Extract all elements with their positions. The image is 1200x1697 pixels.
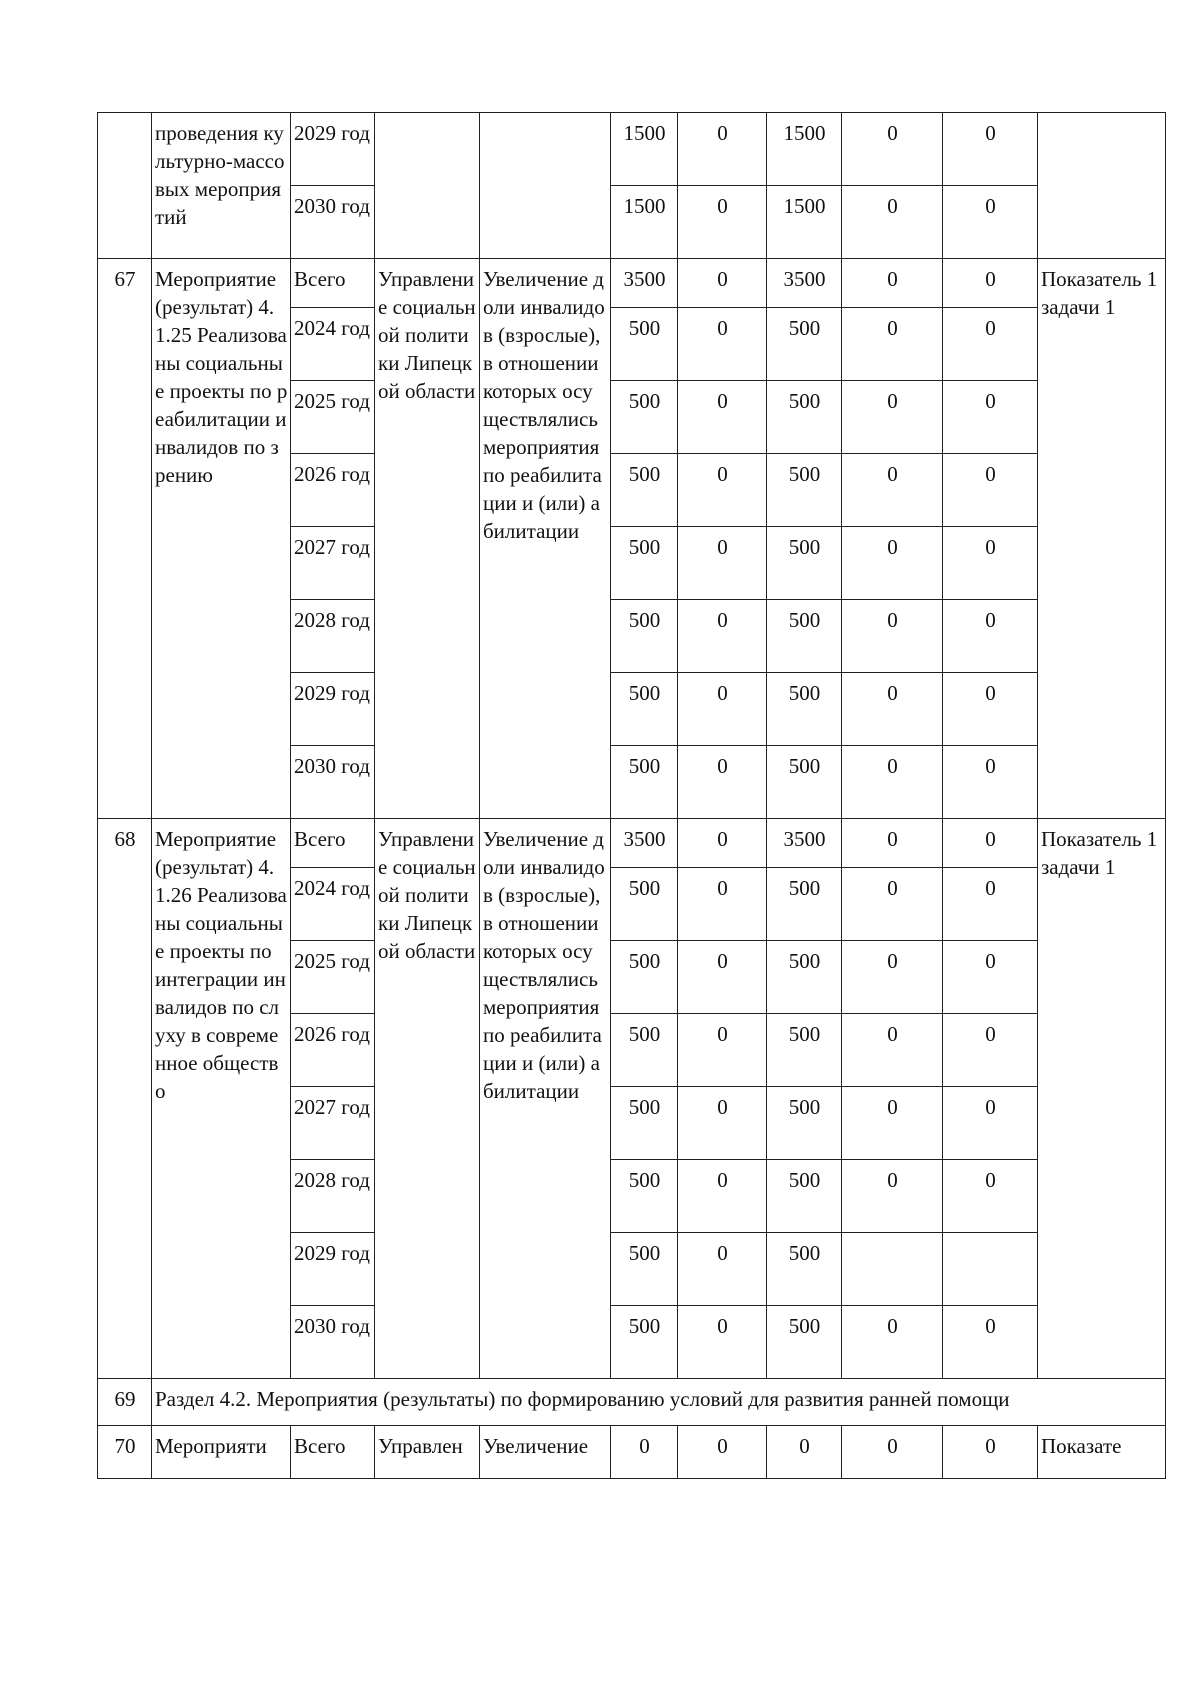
value-cell: 500 [767, 1306, 842, 1379]
value-cell: 0 [678, 941, 767, 1014]
value-cell: 0 [842, 259, 943, 308]
value-cell: 0 [842, 113, 943, 186]
value-cell: 500 [767, 1087, 842, 1160]
value-cell: 500 [767, 600, 842, 673]
value-cell: 0 [678, 308, 767, 381]
value-cell: 0 [842, 941, 943, 1014]
value-cell: 0 [842, 819, 943, 868]
value-cell: 500 [611, 941, 678, 1014]
value-cell: 500 [611, 1160, 678, 1233]
value-cell: 0 [678, 673, 767, 746]
measure-name: Мероприяти [152, 1426, 291, 1479]
value-cell: 0 [678, 1160, 767, 1233]
value-cell: 0 [943, 381, 1038, 454]
value-cell: 0 [842, 600, 943, 673]
row-number: 70 [98, 1426, 152, 1479]
period-cell: 2030 год [291, 1306, 375, 1379]
indicator-cell: Показатель 1 задачи 1 [1038, 819, 1166, 1379]
indicator-cell: Показате [1038, 1426, 1166, 1479]
period-cell: 2028 год [291, 1160, 375, 1233]
value-cell: 0 [842, 746, 943, 819]
row-number [98, 113, 152, 259]
value-cell: 0 [678, 1426, 767, 1479]
value-cell: 500 [767, 381, 842, 454]
value-cell: 1500 [767, 113, 842, 186]
value-cell: 500 [611, 381, 678, 454]
period-cell: 2029 год [291, 1233, 375, 1306]
value-cell: 0 [943, 941, 1038, 1014]
value-cell: 500 [767, 746, 842, 819]
period-cell: Всего [291, 259, 375, 308]
indicator-cell: Показатель 1 задачи 1 [1038, 259, 1166, 819]
value-cell: 0 [678, 868, 767, 941]
value-cell: 0 [678, 600, 767, 673]
value-cell [943, 1233, 1038, 1306]
program-table [97, 112, 1166, 1479]
table-row [98, 113, 1166, 186]
value-cell: 3500 [611, 259, 678, 308]
table-row [98, 819, 1166, 868]
value-cell: 0 [678, 381, 767, 454]
executor-cell: Управление социальной политики Липецкой области [375, 259, 480, 819]
result-cell: Увеличение доли инвалидов (взрослые), в отношении которых осуществлялись мероприятия по реабилитации и (или) абилитации [480, 259, 611, 819]
value-cell: 0 [842, 381, 943, 454]
value-cell: 1500 [767, 186, 842, 259]
row-number: 67 [98, 259, 152, 819]
value-cell: 0 [678, 819, 767, 868]
value-cell: 0 [943, 673, 1038, 746]
value-cell: 500 [767, 868, 842, 941]
period-cell: Всего [291, 1426, 375, 1479]
value-cell: 500 [767, 1160, 842, 1233]
value-cell: 500 [767, 454, 842, 527]
value-cell: 500 [611, 1306, 678, 1379]
value-cell: 0 [842, 308, 943, 381]
period-cell: 2025 год [291, 381, 375, 454]
executor-cell [375, 113, 480, 259]
value-cell: 500 [767, 941, 842, 1014]
value-cell: 3500 [767, 259, 842, 308]
value-cell: 500 [611, 868, 678, 941]
indicator-cell [1038, 113, 1166, 259]
period-cell: 2030 год [291, 186, 375, 259]
period-cell: 2029 год [291, 113, 375, 186]
period-cell: 2030 год [291, 746, 375, 819]
period-cell: 2027 год [291, 527, 375, 600]
measure-name: Мероприятие (результат) 4.1.25 Реализованы социальные проекты по реабилитации инвалидов по зрению [152, 259, 291, 819]
row-number: 68 [98, 819, 152, 1379]
value-cell: 500 [611, 1087, 678, 1160]
value-cell [842, 1233, 943, 1306]
value-cell: 500 [767, 673, 842, 746]
period-cell: 2024 год [291, 868, 375, 941]
value-cell: 3500 [611, 819, 678, 868]
value-cell: 0 [943, 186, 1038, 259]
value-cell: 0 [767, 1426, 842, 1479]
value-cell: 0 [611, 1426, 678, 1479]
table-row [98, 1426, 1166, 1479]
value-cell: 0 [943, 1426, 1038, 1479]
measure-name: Мероприятие (результат) 4.1.26 Реализованы социальные проекты по интеграции инвалидов по слуху в современное общество [152, 819, 291, 1379]
result-cell [480, 113, 611, 259]
value-cell: 0 [678, 113, 767, 186]
executor-cell: Управление социальной политики Липецкой области [375, 819, 480, 1379]
value-cell: 0 [943, 113, 1038, 186]
period-cell: 2028 год [291, 600, 375, 673]
table-row [98, 259, 1166, 308]
value-cell: 500 [611, 1014, 678, 1087]
value-cell: 0 [678, 1306, 767, 1379]
value-cell: 500 [767, 1233, 842, 1306]
value-cell: 500 [611, 527, 678, 600]
row-number: 69 [98, 1379, 152, 1426]
value-cell: 500 [611, 308, 678, 381]
value-cell: 0 [842, 186, 943, 259]
measure-name: проведения культурно-массовых мероприятий [152, 113, 291, 259]
value-cell: 0 [842, 868, 943, 941]
value-cell: 0 [842, 1014, 943, 1087]
value-cell: 0 [943, 746, 1038, 819]
value-cell: 500 [767, 1014, 842, 1087]
value-cell: 0 [842, 673, 943, 746]
value-cell: 500 [611, 454, 678, 527]
result-cell: Увеличение доли инвалидов (взрослые), в отношении которых осуществлялись мероприятия по реабилитации и (или) абилитации [480, 819, 611, 1379]
value-cell: 1500 [611, 113, 678, 186]
period-cell: 2029 год [291, 673, 375, 746]
section-row [98, 1379, 1166, 1426]
value-cell: 500 [611, 746, 678, 819]
value-cell: 0 [943, 1087, 1038, 1160]
value-cell: 0 [842, 1306, 943, 1379]
value-cell: 3500 [767, 819, 842, 868]
period-cell: 2025 год [291, 941, 375, 1014]
value-cell: 0 [842, 1087, 943, 1160]
value-cell: 0 [943, 1014, 1038, 1087]
value-cell: 0 [842, 1160, 943, 1233]
period-cell: 2026 год [291, 454, 375, 527]
value-cell: 0 [943, 454, 1038, 527]
value-cell: 500 [611, 600, 678, 673]
value-cell: 0 [943, 259, 1038, 308]
value-cell: 0 [678, 1087, 767, 1160]
value-cell: 500 [767, 308, 842, 381]
period-cell: 2026 год [291, 1014, 375, 1087]
section-title: Раздел 4.2. Мероприятия (результаты) по формированию условий для развития ранней помощи [152, 1379, 1166, 1426]
table-body [98, 113, 1166, 1479]
value-cell: 500 [611, 673, 678, 746]
value-cell: 500 [767, 527, 842, 600]
value-cell: 0 [678, 454, 767, 527]
period-cell: Всего [291, 819, 375, 868]
value-cell: 0 [678, 527, 767, 600]
period-cell: 2024 год [291, 308, 375, 381]
value-cell: 0 [842, 527, 943, 600]
value-cell: 0 [678, 259, 767, 308]
period-cell: 2027 год [291, 1087, 375, 1160]
value-cell: 0 [842, 1426, 943, 1479]
value-cell: 0 [943, 819, 1038, 868]
value-cell: 0 [943, 1160, 1038, 1233]
value-cell: 0 [678, 1014, 767, 1087]
value-cell: 0 [943, 527, 1038, 600]
executor-cell: Управлен [375, 1426, 480, 1479]
value-cell: 0 [943, 868, 1038, 941]
value-cell: 500 [611, 1233, 678, 1306]
value-cell: 1500 [611, 186, 678, 259]
value-cell: 0 [943, 1306, 1038, 1379]
value-cell: 0 [678, 1233, 767, 1306]
value-cell: 0 [943, 308, 1038, 381]
value-cell: 0 [842, 454, 943, 527]
result-cell: Увеличение [480, 1426, 611, 1479]
value-cell: 0 [943, 600, 1038, 673]
value-cell: 0 [678, 746, 767, 819]
value-cell: 0 [678, 186, 767, 259]
